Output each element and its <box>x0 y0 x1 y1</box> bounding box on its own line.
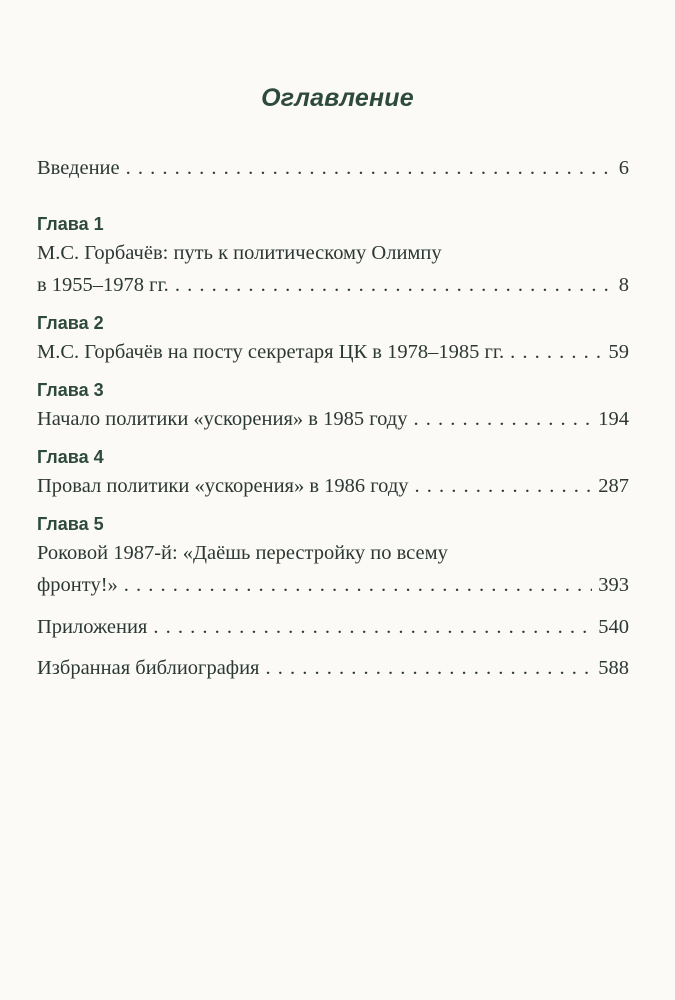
toc-entry-bibliography <box>37 652 629 684</box>
chapter-title-line: М.С. Горбачёв: путь к политическому Олимпу <box>37 242 442 264</box>
page-number: 8 <box>618 274 629 296</box>
chapter-title-line: Начало политики «ускорения» в 1985 году <box>37 408 408 430</box>
chapter-title-line: фронту!» <box>37 574 118 596</box>
leader-dots <box>175 269 613 301</box>
leader-dots <box>124 569 592 601</box>
chapter-label: Глава 3 <box>37 380 104 400</box>
chapter-label: Глава 5 <box>37 514 104 534</box>
page-number: 393 <box>598 574 629 596</box>
page-number: 588 <box>598 657 629 679</box>
page-number: 6 <box>618 157 629 179</box>
toc-chapter-3 <box>37 377 629 435</box>
toc-chapter-2 <box>37 310 629 368</box>
toc-chapter-5 <box>37 511 629 601</box>
chapter-title-line: Провал политики «ускорения» в 1986 году <box>37 475 409 497</box>
toc-chapter-4 <box>37 444 629 502</box>
leader-dots <box>413 403 592 435</box>
page-number: 287 <box>598 475 629 497</box>
toc-chapter-1 <box>37 211 629 301</box>
leader-dots <box>126 152 613 184</box>
chapter-label: Глава 2 <box>37 313 104 333</box>
page-title: Оглавление <box>261 84 414 112</box>
leader-dots <box>415 470 593 502</box>
toc-entry-text: Избранная библиография <box>37 657 260 679</box>
chapter-title-line: Роковой 1987-й: «Даёшь перестройку по всему <box>37 542 448 564</box>
leader-dots <box>510 336 602 368</box>
page-number: 59 <box>608 341 629 363</box>
toc-entry-text: Приложения <box>37 616 148 638</box>
leader-dots <box>266 652 593 684</box>
chapter-label: Глава 4 <box>37 447 104 467</box>
leader-dots <box>153 611 592 643</box>
page-number: 540 <box>598 616 629 638</box>
chapter-label: Глава 1 <box>37 214 104 234</box>
page-number: 194 <box>598 408 629 430</box>
toc-entry-appendix <box>37 611 629 643</box>
toc-entry-intro <box>37 152 629 184</box>
chapter-title-line: М.С. Горбачёв на посту секретаря ЦК в 1978–1985 гг. <box>37 341 505 363</box>
toc-entry-text: Введение <box>37 157 120 179</box>
chapter-title-line: в 1955–1978 гг. <box>37 274 169 296</box>
